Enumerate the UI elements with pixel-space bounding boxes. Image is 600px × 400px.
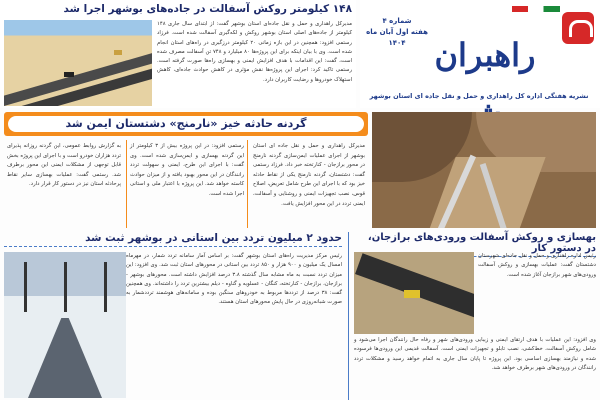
traffic-story xyxy=(0,232,346,400)
paving-machine-graphic xyxy=(404,290,420,298)
feature-column-3: به گزارش روابط عمومی، این گردنه روزانه پذیرای تردد هزاران خودرو است و با اجرای این پروژه بخش قابل توجهی از مشکلات ایمنی این محور برطرف شد. رستمی گفت: عملیات بهسازی سایر نقاط پرحادثه استان نیز در دستور کار قرار دارد. xyxy=(7,143,121,188)
masthead-subtitle: نشریه هفتگی اداره کل راهداری و حمل و نقل جاده ای استان بوشهر xyxy=(369,92,589,100)
top-story-body: مدیرکل راهداری و حمل و نقل جاده‌ای استان بوشهر گفت: از ابتدای سال جاری ۱۴۸ کیلومتر از جاده‌های اصلی استان بوشهر روکش و لکه‌گیری آسفالت شده است. فرزاد رستمی افزود: همچنین در این بازه زمانی ۲۰ کیلومتر درزگیری در راه‌های استان انجام شده است. وی با بیان اینکه برای این پروژه‌ها ۸۰ میلیارد و ۷۴۸ تن آسفالت مصرف شده است، گفت: این اقدامات با هدف افزایش ایمنی و بهسازی راه‌ها صورت گرفته است. رستمی تاکید کرد: اجرای این پروژه‌ها نقش مؤثری در کاهش حوادث جاده‌ای، کاهش استهلاک خودروها و رضایت کاربران دارد. xyxy=(157,21,352,83)
road-ministry-logo-icon xyxy=(562,12,594,44)
feature-headline[interactable]: گردنه حادثه خیز «نارمنج» دشتستان ایمن شد xyxy=(8,116,364,132)
asphalt-story xyxy=(350,232,600,400)
traffic-story-photo xyxy=(4,252,126,398)
top-story-headline[interactable]: ۱۴۸ کیلومتر روکش آسفالت در جاده‌های بوشهر اجرا شد xyxy=(63,3,352,15)
asphalt-story-body-continued: وی افزود: این عملیات با هدف ارتقای ایمنی و زیبایی ورودی‌های شهر و رفاه حال رانندگان اجرا می‌شود و شامل روکش آسفالت، خط‌کشی، نصب تابلو و تجهیزات ایمنی است. آسفالت قدیمی این ورودی‌ها فرسوده شده و نیازمند بهسازی اساسی بود. این پروژه تا پایان سال جاری به اتمام خواهد رسید و مشکلات تردد رانندگان در ورودی‌های شهر برطرف خواهد شد. xyxy=(354,337,596,371)
feature-column-1: مدیرکل راهداری و حمل و نقل جاده ای استان بوشهر از اجرای عملیات ایمن‌سازی گردنه نارمنج در محور برازجان - کنارتخته خبر داد. فرزاد رستمی گفت: دشتستان، گردنه نارمنج یکی از نقاط حادثه خیز بود که با اجرای این طرح شامل تعریض، اصلاح قوس، نصب تجهیزات ایمنی و روشنایی و آسفالت، ایمنی تردد در این محور افزایش یافت. xyxy=(253,143,365,207)
top-story xyxy=(0,0,356,108)
feature-headline-band xyxy=(4,112,368,136)
road-graphic xyxy=(28,318,102,398)
masthead-title: راهبران xyxy=(434,36,536,74)
truck-graphic xyxy=(114,50,122,55)
light-pole-graphic xyxy=(64,262,67,312)
asphalt-story-body: رئیس اداره راهداری و حمل و نقل جاده‌ای شهرستان دشتستان گفت: عملیات بهسازی و روکش آسفالت ورودی‌های شهر برازجان آغاز شده است. xyxy=(478,253,596,278)
flag-stripe-icon xyxy=(512,6,560,12)
asphalt-story-headline[interactable]: بهسازی و روکش آسفالت ورودی‌های برازجان، در دستور کار xyxy=(354,232,596,257)
asphalt-story-photo xyxy=(354,252,474,334)
issue-number: شماره ۴ xyxy=(382,17,412,25)
top-story-photo xyxy=(4,20,152,106)
feature-column-2: رستمی افزود: در این پروژه بیش از ۳ کیلومتر از این گردنه بهسازی و ایمن‌سازی شده است. وی گفت: با اجرای این طرح، ایمنی و سهولت تردد رانندگان در این محور بهبود یافته و از میزان حوادث کاسته خواهد شد. این پروژه با اعتبار ملی و استانی اجرا شده است. xyxy=(126,140,248,228)
traffic-story-headline[interactable]: حدود ۲ میلیون تردد بین استانی در بوشهر ثبت شد xyxy=(4,232,342,247)
issue-date: هفته اول آبان ماه ۱۴۰۴ xyxy=(366,28,428,47)
feature-story xyxy=(0,112,600,230)
masthead xyxy=(360,0,600,108)
light-pole-graphic xyxy=(24,262,27,312)
car-graphic xyxy=(64,72,74,77)
traffic-story-body: رئیس مرکز مدیریت راه‌های استان بوشهر گفت: بر اساس آمار سامانه تردد شمار، در مهرماه امسال یک میلیون و ۹۰۰ هزار و ۸۵۰ تردد بین استانی در محورهای استان ثبت شد. وی افزود: این میزان تردد نسبت به ماه مشابه سال گذشته ۳.۸ درصد افزایش داشته است. محورهای بوشهر - برازجان، برازجان - کنارتخته، کنگان - عسلویه و گناوه - دیلم بیشترین تردد را داشته‌اند. وی همچنین گفت: ۳۸ درصد از ترددها مربوط به خودروهای سنگین بوده و سامانه‌های هوشمند ترددشمار به صورت شبانه‌روزی در حال پایش محورهای استان هستند. xyxy=(126,253,342,306)
column-divider xyxy=(348,232,349,400)
light-pole-graphic xyxy=(104,262,107,312)
feature-photo xyxy=(372,112,596,228)
